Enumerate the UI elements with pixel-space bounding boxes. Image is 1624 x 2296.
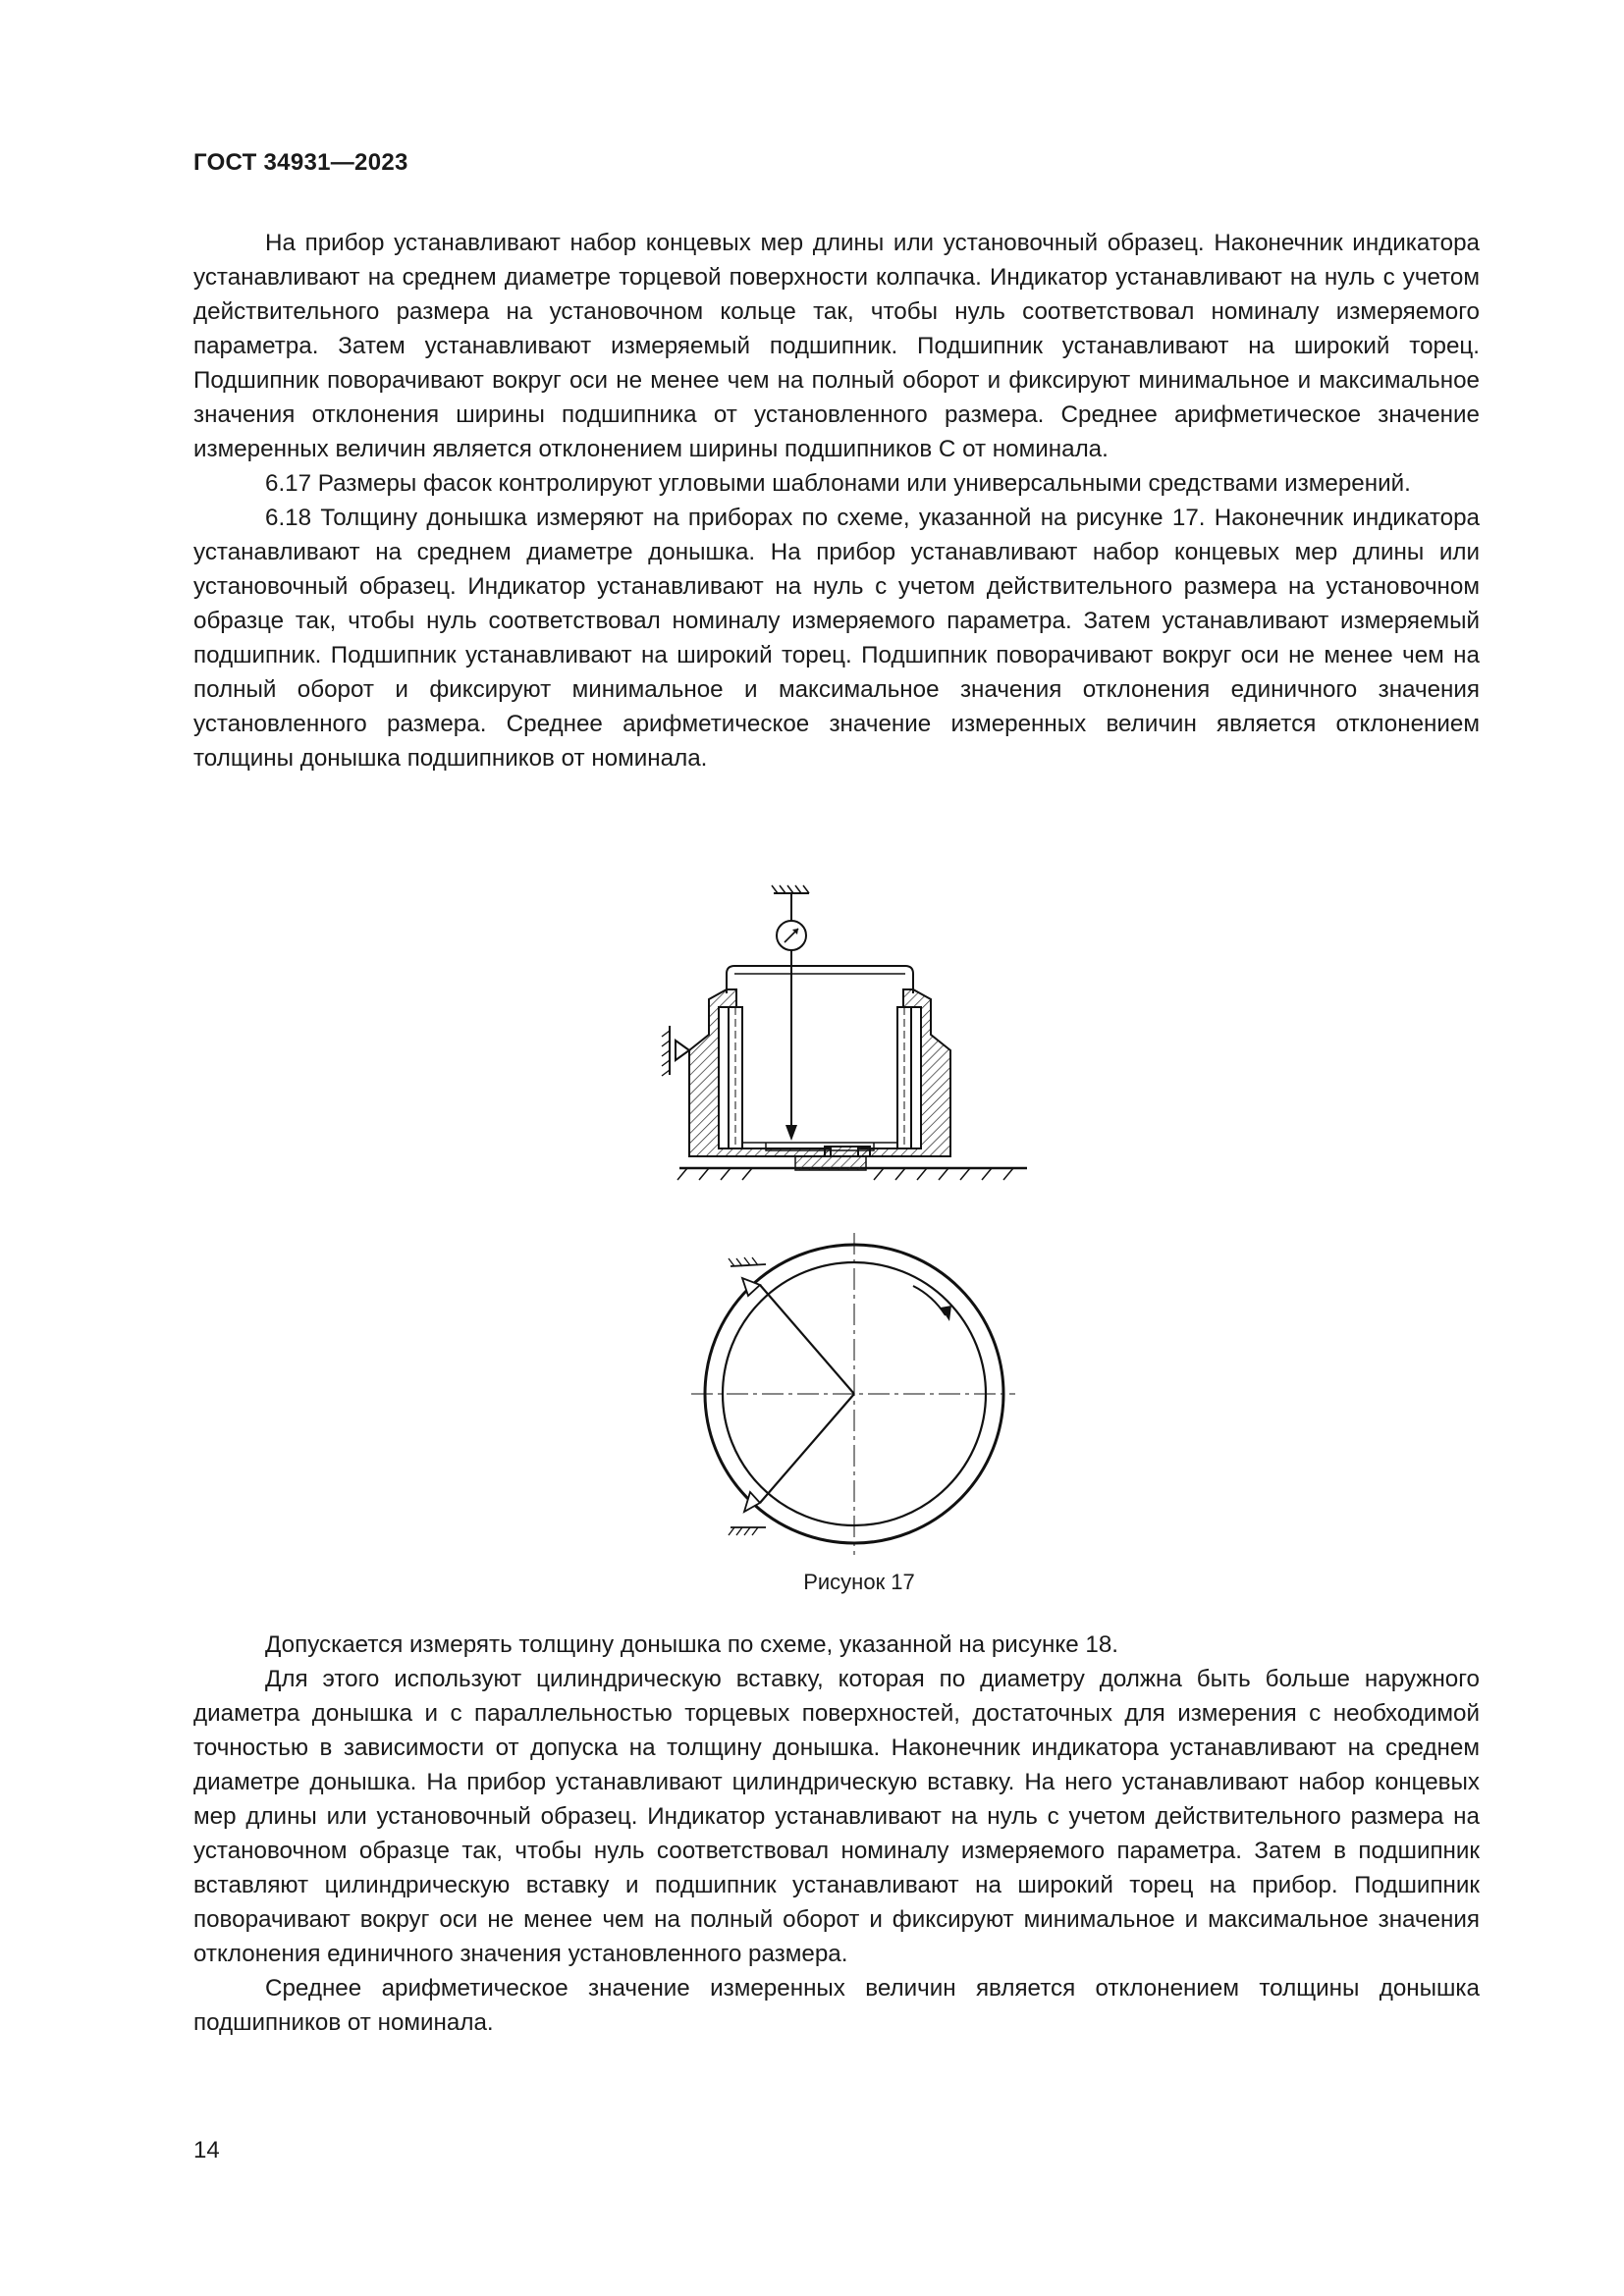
paragraph: Среднее арифметическое значение измеренных величин является отклонением толщины донышка подшипников от номинала. [193,1975,1480,2036]
figure-17 [648,864,1060,1590]
page-number: 14 [193,2137,220,2163]
section-view [662,885,1027,1180]
rotation-arrow-icon [941,1306,951,1321]
paragraph-6-17: 6.17 Размеры фасок контролируют угловыми шаблонами или универсальными средствами измерений. [265,470,1411,497]
figure-caption: Рисунок 17 [803,1570,915,1594]
paragraph: Для этого используют цилиндрическую вставку, которая по диаметру должна быть больше наружного диаметра донышка и с параллельностью торцевых поверхностей, достаточных для измерения с необходимой точностью в зависимости от допуска на толщину донышка. Наконечник индикатора устанавливают на среднем диаметре донышка. На прибор устанавливают цилиндрическую вставку. На него устанавливают набор концевых мер длины или установочный образец. Индикатор устанавливают на нуль с учетом действительного размера на установочном образце так, чтобы нуль соответствовал номиналу измеряемого параметра. Затем в подшипник вставляют цилиндрическую вставку и подшипник устанавливают на широкий торец на прибор. Подшипник поворачивают вокруг оси не менее чем на полный оборот и фиксируют минимальное и максимальное значения отклонения единичного значения установленного размера. [193,1666,1480,1967]
plan-view [691,1233,1015,1555]
text-block-bottom [193,1628,1480,2040]
paragraph: Допускается измерять толщину донышка по схеме, указанной на рисунке 18. [265,1631,1119,1658]
text-block-top [193,226,1480,775]
paragraph: На прибор устанавливают набор концевых мер длины или установочный образец. Наконечник индикатора устанавливают на среднем диаметре торцевой поверхности колпачка. Индикатор устанавливают на нуль с учетом действительного размера на установочном кольце так, чтобы нуль соответствовал номиналу измеряемого параметра. Затем устанавливают измеряемый подшипник. Подшипник устанавливают на широкий торец. Подшипник поворачивают вокруг оси не менее чем на полный оборот и фиксируют минимальное и максимальное значения отклонения ширины подшипника от установленного размера. Среднее арифметическое значение измеренных величин является отклонением ширины подшипников С от номинала. [193,230,1480,462]
document-header: ГОСТ 34931—2023 [193,149,408,176]
paragraph-6-18: 6.18 Толщину донышка измеряют на приборах по схеме, указанной на рисунке 17. Наконечник индикатора устанавливают на среднем диаметре донышка. На прибор устанавливают набор концевых мер длины или установочный образец. Индикатор устанавливают на нуль с учетом действительного размера на установочном образце так, чтобы нуль соответствовал номиналу измеряемого параметра. Затем устанавливают измеряемый подшипник. Подшипник устанавливают на широкий торец. Подшипник поворачивают вокруг оси не менее чем на полный оборот и фиксируют минимальное и максимальное значения отклонения единичного значения установленного размера. Среднее арифметическое значение измеренных величин является отклонением толщины донышка подшипников от номинала. [193,505,1480,772]
figure-17-drawing [648,864,1060,1590]
